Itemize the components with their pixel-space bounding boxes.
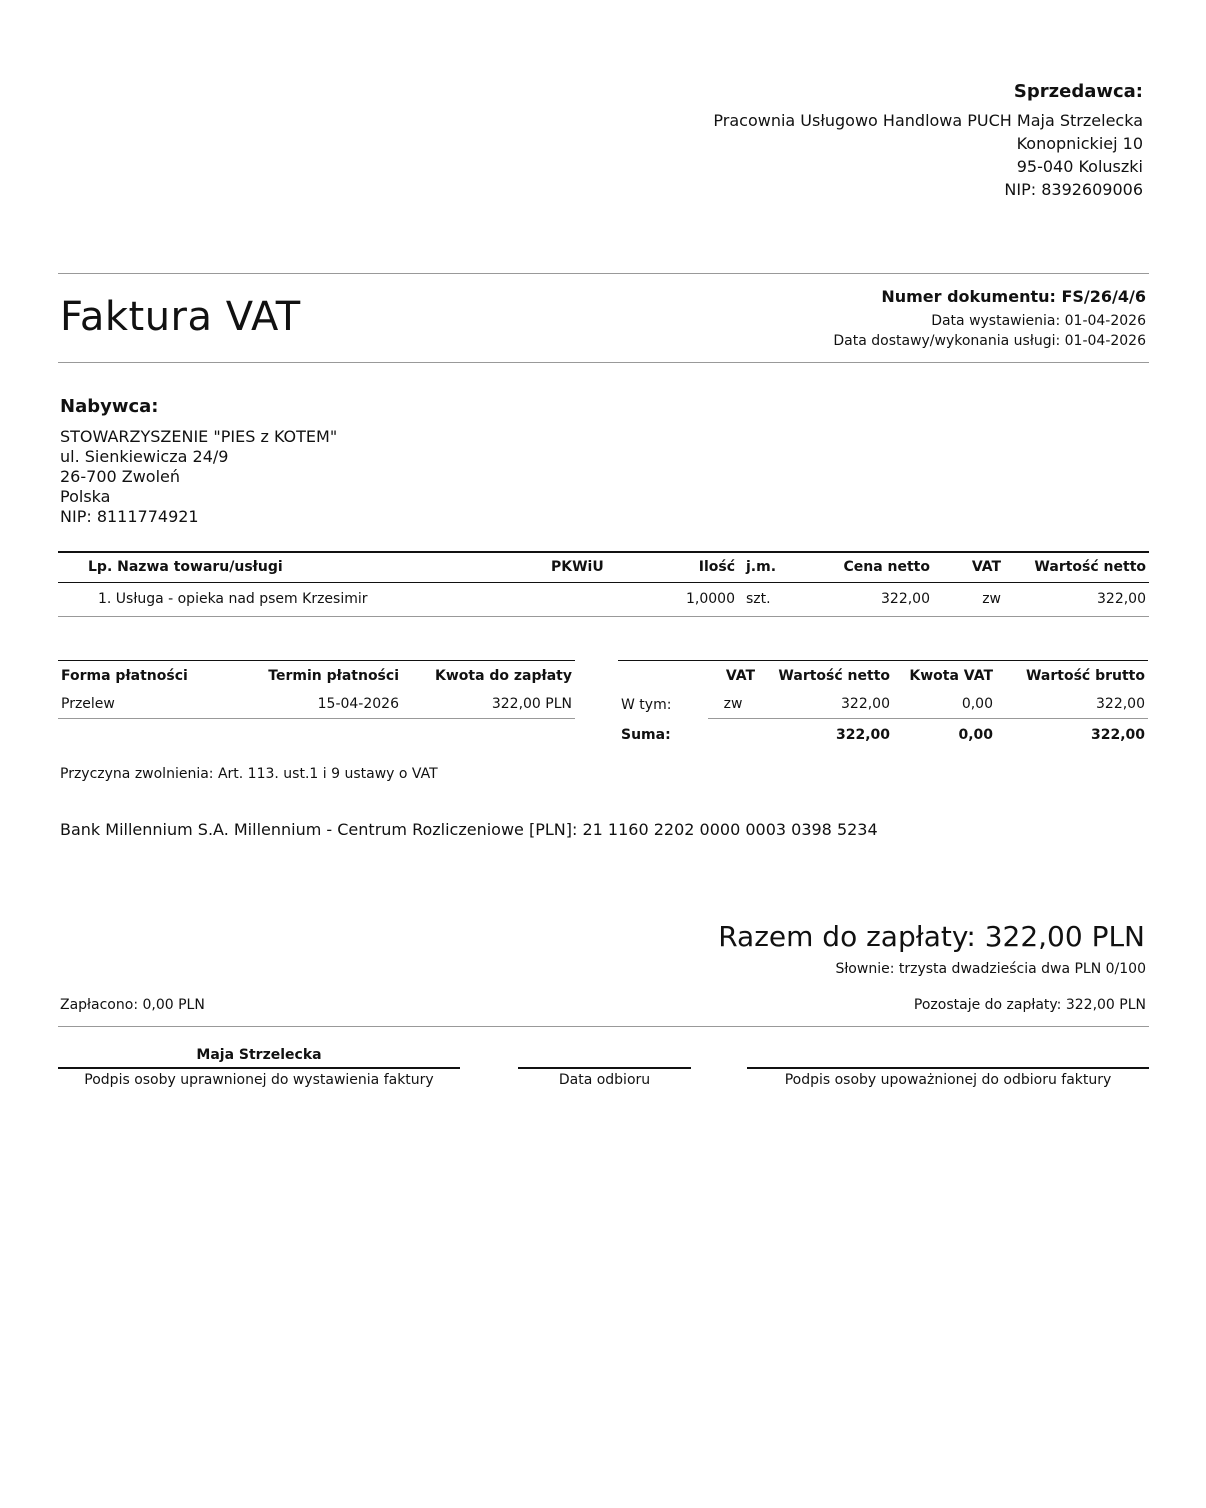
buyer-block [60,397,337,527]
document-title: Faktura VAT [60,294,301,340]
col-qty: Ilość [628,552,738,582]
document-info [833,287,1146,351]
bank-account: Bank Millennium S.A. Millennium - Centrum Rozliczeniowe [PLN]: 21 1160 2202 0000 0003 0398 5234 [60,820,878,839]
table-row [618,691,1148,719]
document-number: Numer dokumentu: FS/26/4/6 [881,287,1146,306]
table-row [58,691,575,719]
amount-remaining: Pozostaje do zapłaty: 322,00 PLN [913,997,1146,1013]
buyer-country: Polska [60,487,111,506]
seller-heading: Sprzedawca: [1013,81,1143,102]
vat-sum-row [618,719,1148,751]
col-payment-amount: Kwota do zapłaty [402,661,575,691]
col-net-value: Wartość netto [1013,552,1149,582]
col-vat-net: Wartość netto [758,661,893,691]
buyer-heading: Nabywca: [60,396,159,417]
vat-row-gross: 322,00 [996,691,1148,719]
seller-nip: NIP: 8392609006 [1004,180,1143,199]
receiver-signature [747,1045,1149,1088]
totals-divider [58,1026,1149,1027]
vat-sum-net: 322,00 [835,726,890,743]
col-lp-name: Lp. Nazwa towaru/usługi [58,552,548,582]
payment-due: 15-04-2026 [228,691,402,719]
issuer-name: Maja Strzelecka [196,1047,322,1063]
col-price: Cena netto [798,552,933,582]
vat-sum-amount: 0,00 [958,726,993,743]
item-qty: 1,0000 [628,582,738,616]
vat-row-amount: 0,00 [893,691,996,719]
item-pkwiu [548,582,628,616]
total-due: Razem do zapłaty: 322,00 PLN [718,920,1145,953]
item-net-value: 322,00 [1013,582,1149,616]
buyer-street: ul. Sienkiewicza 24/9 [60,447,229,466]
vat-sum-gross: 322,00 [1090,726,1145,743]
receipt-date-signature [518,1045,691,1088]
total-in-words: Słownie: trzysta dwadzieścia dwa PLN 0/100 [835,961,1146,977]
seller-street: Konopnickiej 10 [1016,134,1143,153]
buyer-nip: NIP: 8111774921 [60,507,199,526]
items-table [58,551,1149,617]
vat-header-row [618,661,1148,691]
col-vat: VAT [933,552,1013,582]
vat-row-net: 322,00 [758,691,893,719]
delivery-date: Data dostawy/wykonania usługi: 01-04-2026 [833,333,1146,349]
col-vat-amount: Kwota VAT [893,661,996,691]
item-lp-name: 1. Usługa - opieka nad psem Krzesimir [58,582,548,616]
table-row [58,582,1149,616]
payment-amount: 322,00 PLN [402,691,575,719]
header-divider-bottom [58,362,1149,363]
issue-date: Data wystawienia: 01-04-2026 [931,313,1146,329]
payment-method: Przelew [58,691,228,719]
receipt-date-blank [518,1045,691,1067]
payment-table [58,660,575,719]
col-vat-label [618,661,708,691]
exemption-reason: Przyczyna zwolnienia: Art. 113. ust.1 i 9 ustawy o VAT [60,766,438,782]
payment-header-row [58,661,575,691]
buyer-name: STOWARZYSZENIE "PIES z KOTEM" [60,427,338,446]
item-unit: szt. [738,582,798,616]
col-vat-gross: Wartość brutto [996,661,1148,691]
seller-block [713,80,1143,201]
amount-paid: Zapłacono: 0,00 PLN [60,997,205,1013]
items-header-row [58,552,1149,582]
vat-summary-table [618,660,1148,751]
vat-row-label: W tym: [621,696,672,713]
header-divider-top [58,273,1149,274]
receipt-caption: Data odbioru [518,1067,691,1088]
issuer-signature [58,1045,460,1088]
item-price: 322,00 [798,582,933,616]
seller-name: Pracownia Usługowo Handlowa PUCH Maja Strzelecka [713,111,1143,130]
seller-city: 95-040 Koluszki [1016,157,1143,176]
vat-sum-empty [708,719,758,751]
receiver-caption: Podpis osoby upoważnionej do odbioru faktury [747,1067,1149,1088]
item-vat: zw [933,582,1013,616]
col-payment-due: Termin płatności [228,661,402,691]
buyer-city: 26-700 Zwoleń [60,467,181,486]
receiver-blank [747,1045,1149,1067]
col-vat-rate: VAT [708,661,758,691]
col-pkwiu: PKWiU [548,552,628,582]
col-payment-method: Forma płatności [58,661,228,691]
issuer-caption: Podpis osoby uprawnionej do wystawienia faktury [58,1067,460,1088]
vat-row-rate: zw [708,691,758,719]
vat-sum-label: Suma: [621,726,671,743]
col-unit: j.m. [738,552,798,582]
